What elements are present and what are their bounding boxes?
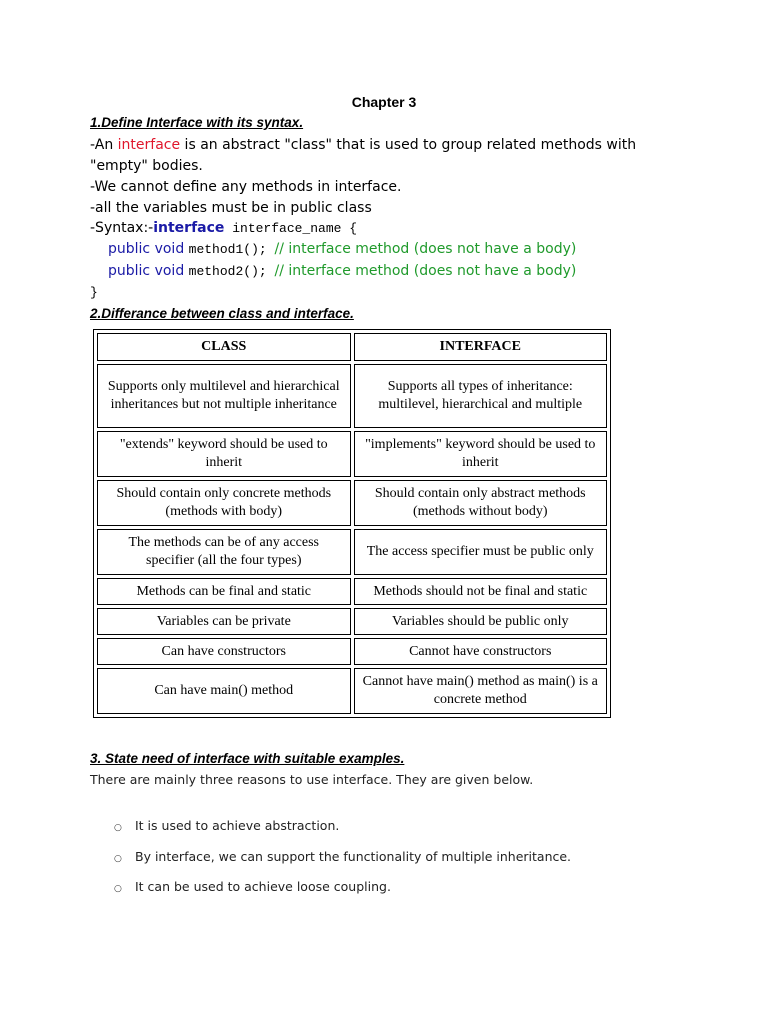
table-row xyxy=(97,578,607,605)
table-cell: Methods can be final and static xyxy=(97,578,351,605)
table-row xyxy=(97,431,607,477)
table-cell: Should contain only abstract methods (methods without body) xyxy=(354,480,608,526)
table-row xyxy=(97,608,607,635)
syntax-label: -Syntax:- xyxy=(90,220,154,236)
list-item xyxy=(114,849,571,864)
code-line-2 xyxy=(108,263,576,279)
syntax-keyword: interface xyxy=(153,220,225,236)
code1-keyword: public void xyxy=(108,241,189,257)
interface-link[interactable]: interface xyxy=(117,137,181,153)
code2-keyword: public void xyxy=(108,263,189,279)
q1-line1-pre: -An xyxy=(90,137,118,153)
list-item-text: It can be used to achieve loose coupling. xyxy=(135,879,391,894)
syntax-line xyxy=(90,220,357,236)
q1-line1 xyxy=(90,137,636,153)
table-header-class: CLASS xyxy=(97,333,351,361)
code2-comment: // interface method (does not have a body) xyxy=(274,263,577,279)
q1-heading: 1.Define Interface with its syntax. xyxy=(90,115,304,130)
code1-call: method1(); xyxy=(188,242,275,257)
code1-comment: // interface method (does not have a body) xyxy=(274,241,577,257)
table-cell: Variables can be private xyxy=(97,608,351,635)
q3-heading: 3. State need of interface with suitable examples. xyxy=(90,751,405,766)
table-cell: Should contain only concrete methods (methods with body) xyxy=(97,480,351,526)
table-row xyxy=(97,364,607,428)
q1-line4: -all the variables must be in public class xyxy=(90,200,372,216)
q1-line1-post: is an abstract "class" that is used to group related methods with xyxy=(180,137,637,153)
bullet-circle-icon: ○ xyxy=(114,854,122,864)
table-cell: Cannot have main() method as main() is a concrete method xyxy=(354,668,608,714)
list-item xyxy=(114,879,391,894)
q1-line3: -We cannot define any methods in interface. xyxy=(90,179,402,195)
table-cell: The access specifier must be public only xyxy=(354,529,608,575)
table-header-row xyxy=(97,333,607,361)
table-row xyxy=(97,529,607,575)
table-row xyxy=(97,638,607,665)
table-cell: Variables should be public only xyxy=(354,608,608,635)
table-cell: Methods should not be final and static xyxy=(354,578,608,605)
table-cell: "implements" keyword should be used to inherit xyxy=(354,431,608,477)
q2-heading: 2.Differance between class and interface. xyxy=(90,306,354,321)
list-item-text: It is used to achieve abstraction. xyxy=(135,818,340,833)
table-cell: The methods can be of any access specifier (all the four types) xyxy=(97,529,351,575)
q1-line2: "empty" bodies. xyxy=(90,158,203,174)
table-row xyxy=(97,480,607,526)
list-item-text: By interface, we can support the functionality of multiple inheritance. xyxy=(135,849,572,864)
q3-intro: There are mainly three reasons to use interface. They are given below. xyxy=(90,772,534,787)
table-cell: "extends" keyword should be used to inherit xyxy=(97,431,351,477)
comparison-table xyxy=(93,329,611,718)
table-cell: Cannot have constructors xyxy=(354,638,608,665)
list-item xyxy=(114,818,339,833)
table-cell: Supports all types of inheritance: multilevel, hierarchical and multiple xyxy=(354,364,608,428)
table-cell: Supports only multilevel and hierarchical inheritances but not multiple inheritance xyxy=(97,364,351,428)
syntax-rest: interface_name { xyxy=(224,221,358,236)
bullet-circle-icon: ○ xyxy=(114,884,122,894)
table-header-interface: INTERFACE xyxy=(354,333,608,361)
table-row xyxy=(97,668,607,714)
close-brace: } xyxy=(90,285,98,300)
code-line-1 xyxy=(108,241,576,257)
table-cell: Can have main() method xyxy=(97,668,351,714)
table-cell: Can have constructors xyxy=(97,638,351,665)
code2-call: method2(); xyxy=(188,264,275,279)
chapter-title: Chapter 3 xyxy=(351,94,417,110)
bullet-circle-icon: ○ xyxy=(114,823,122,833)
